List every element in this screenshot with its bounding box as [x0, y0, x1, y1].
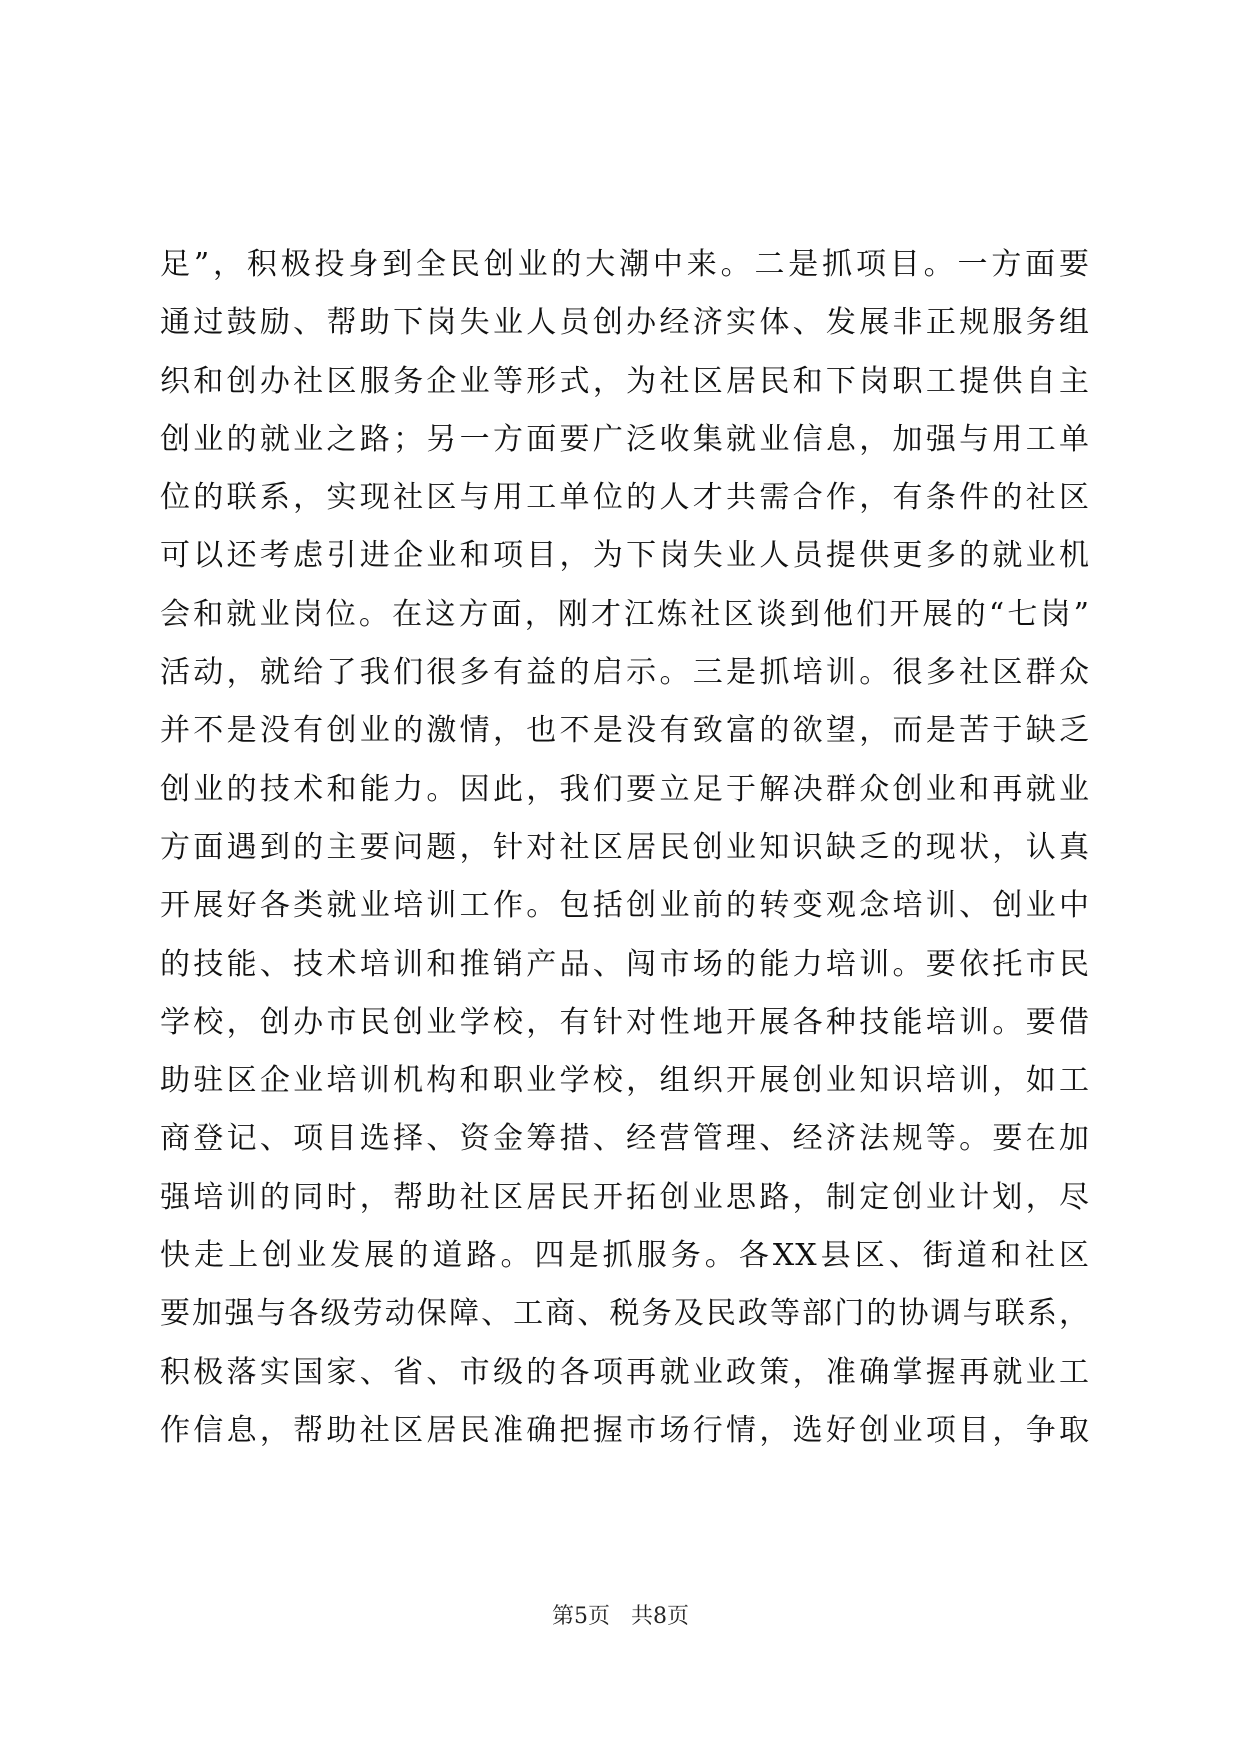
text-line: 会和就业岗位。在这方面，刚才江炼社区谈到他们开展的“七岗”	[160, 596, 1090, 632]
text-line: 强培训的同时，帮助社区居民开拓创业思路，制定创业计划，尽	[160, 1179, 1090, 1215]
text-line: 商登记、项目选择、资金筹措、经营管理、经济法规等。要在加	[160, 1121, 1090, 1157]
body-text	[160, 236, 1090, 1460]
text-line: 作信息，帮助社区居民准确把握市场行情，选好创业项目，争取	[160, 1412, 1090, 1448]
text-line: 并不是没有创业的激情，也不是没有致富的欲望，而是苦于缺乏	[160, 713, 1090, 749]
text-line: 开展好各类就业培训工作。包括创业前的转变观念培训、创业中	[160, 888, 1090, 924]
text-line: 创业的就业之路；另一方面要广泛收集就业信息，加强与用工单	[160, 421, 1090, 457]
text-line: 助驻区企业培训机构和职业学校，组织开展创业知识培训，如工	[160, 1063, 1090, 1099]
text-line: 位的联系，实现社区与用工单位的人才共需合作，有条件的社区	[160, 480, 1090, 516]
text-line: 可以还考虑引进企业和项目，为下岗失业人员提供更多的就业机	[160, 538, 1090, 574]
text-line: 积极落实国家、省、市级的各项再就业政策，准确掌握再就业工	[160, 1354, 1090, 1390]
text-line: 要加强与各级劳动保障、工商、税务及民政等部门的协调与联系，	[160, 1296, 1090, 1332]
text-line: 的技能、技术培训和推销产品、闯市场的能力培训。要依托市民	[160, 946, 1090, 982]
page-number-total: 共8页	[631, 1604, 689, 1629]
text-line: 方面遇到的主要问题，针对社区居民创业知识缺乏的现状，认真	[160, 829, 1090, 865]
text-line: 织和创办社区服务企业等形式，为社区居民和下岗职工提供自主	[160, 363, 1090, 399]
page-footer	[0, 1602, 1241, 1632]
text-line: 学校，创办市民创业学校，有针对性地开展各种技能培训。要借	[160, 1004, 1090, 1040]
page-number-current: 第5页	[552, 1604, 610, 1629]
text-line: 活动，就给了我们很多有益的启示。三是抓培训。很多社区群众	[160, 655, 1090, 691]
text-line: 创业的技术和能力。因此，我们要立足于解决群众创业和再就业	[160, 771, 1090, 807]
text-line: 快走上创业发展的道路。四是抓服务。各XX县区、街道和社区	[160, 1238, 1090, 1274]
text-line: 足”，积极投身到全民创业的大潮中来。二是抓项目。一方面要	[160, 247, 1090, 282]
text-line: 通过鼓励、帮助下岗失业人员创办经济实体、发展非正规服务组	[160, 305, 1090, 341]
